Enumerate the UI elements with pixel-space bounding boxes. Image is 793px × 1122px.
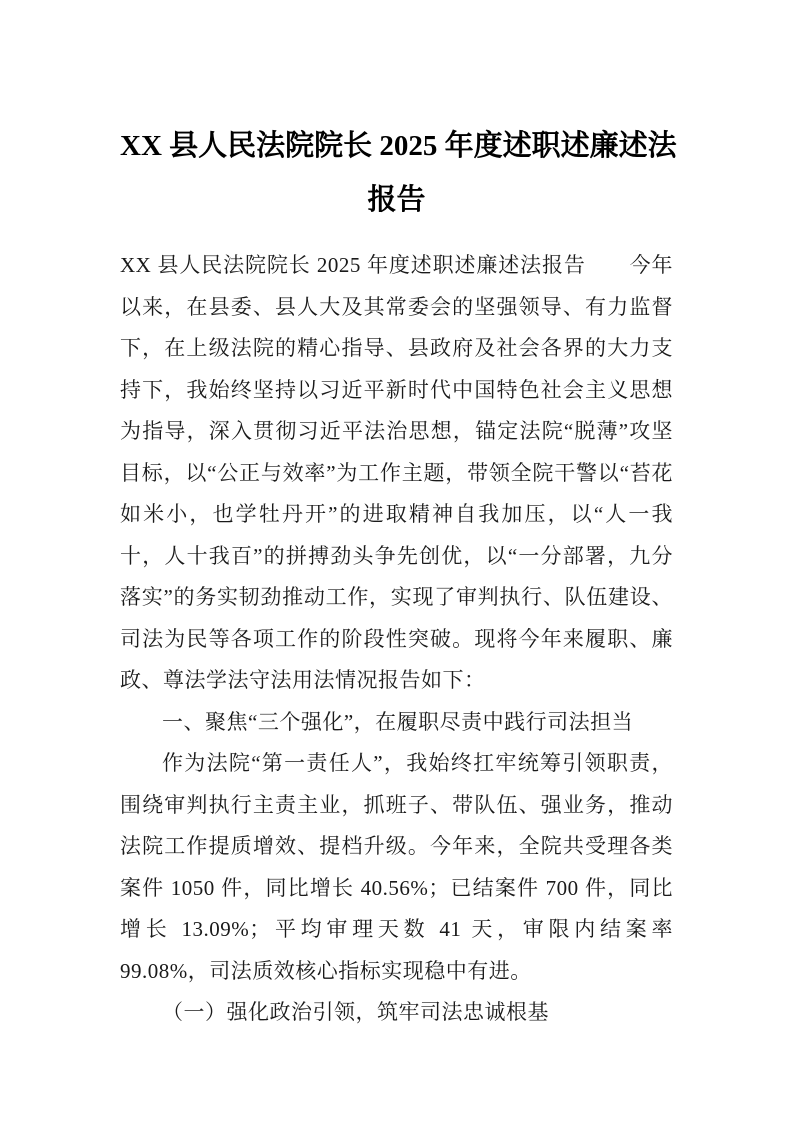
subsection-heading-1-1: （一）强化政治引领，筑牢司法忠诚根基: [162, 1000, 549, 1024]
performance-stats-paragraph: 作为法院“第一责任人”，我始终扛牢统筹引领职责，围绕审判执行主责主业，抓班子、带队伍、强业务，推动法院工作提质增效、提档升级。今年来，全院共受理各类案件 1050 件，同比增长 40.56%；已结案件 700 件，同比增长 13.09%；平均审理天数 41 天，审限内结案率 99.08%，司法质效核心指标实现稳中有进。: [120, 751, 673, 983]
document-body: [120, 245, 673, 1034]
document-title: [120, 119, 677, 227]
opening-paragraph: XX 县人民法院院长 2025 年度述职述廉述法报告 今年以来，在县委、县人大及其常委会的坚强领导、有力监督下，在上级法院的精心指导、县政府及社会各界的大力支持下，我始终坚持以习近平新时代中国特色社会主义思想为指导，深入贯彻习近平法治思想，锚定法院“脱薄”攻坚目标，以“公正与效率”为工作主题，带领全院干警以“苔花如米小，也学牡丹开”的进取精神自我加压，以“人一我十，人十我百”的拼搏劲头争先创优，以“一分部署，九分落实”的务实韧劲推动工作，实现了审判执行、队伍建设、司法为民等各项工作的阶段性突破。现将今年来履职、廉政、尊法学法守法用法情况报告如下：: [120, 253, 673, 692]
document-title-line-2: 报告: [367, 184, 426, 216]
document-title-line-1: XX 县人民法院院长 2025 年度述职述廉述法: [120, 130, 677, 162]
section-heading-1: 一、聚焦“三个强化”，在履职尽责中践行司法担当: [162, 709, 634, 734]
